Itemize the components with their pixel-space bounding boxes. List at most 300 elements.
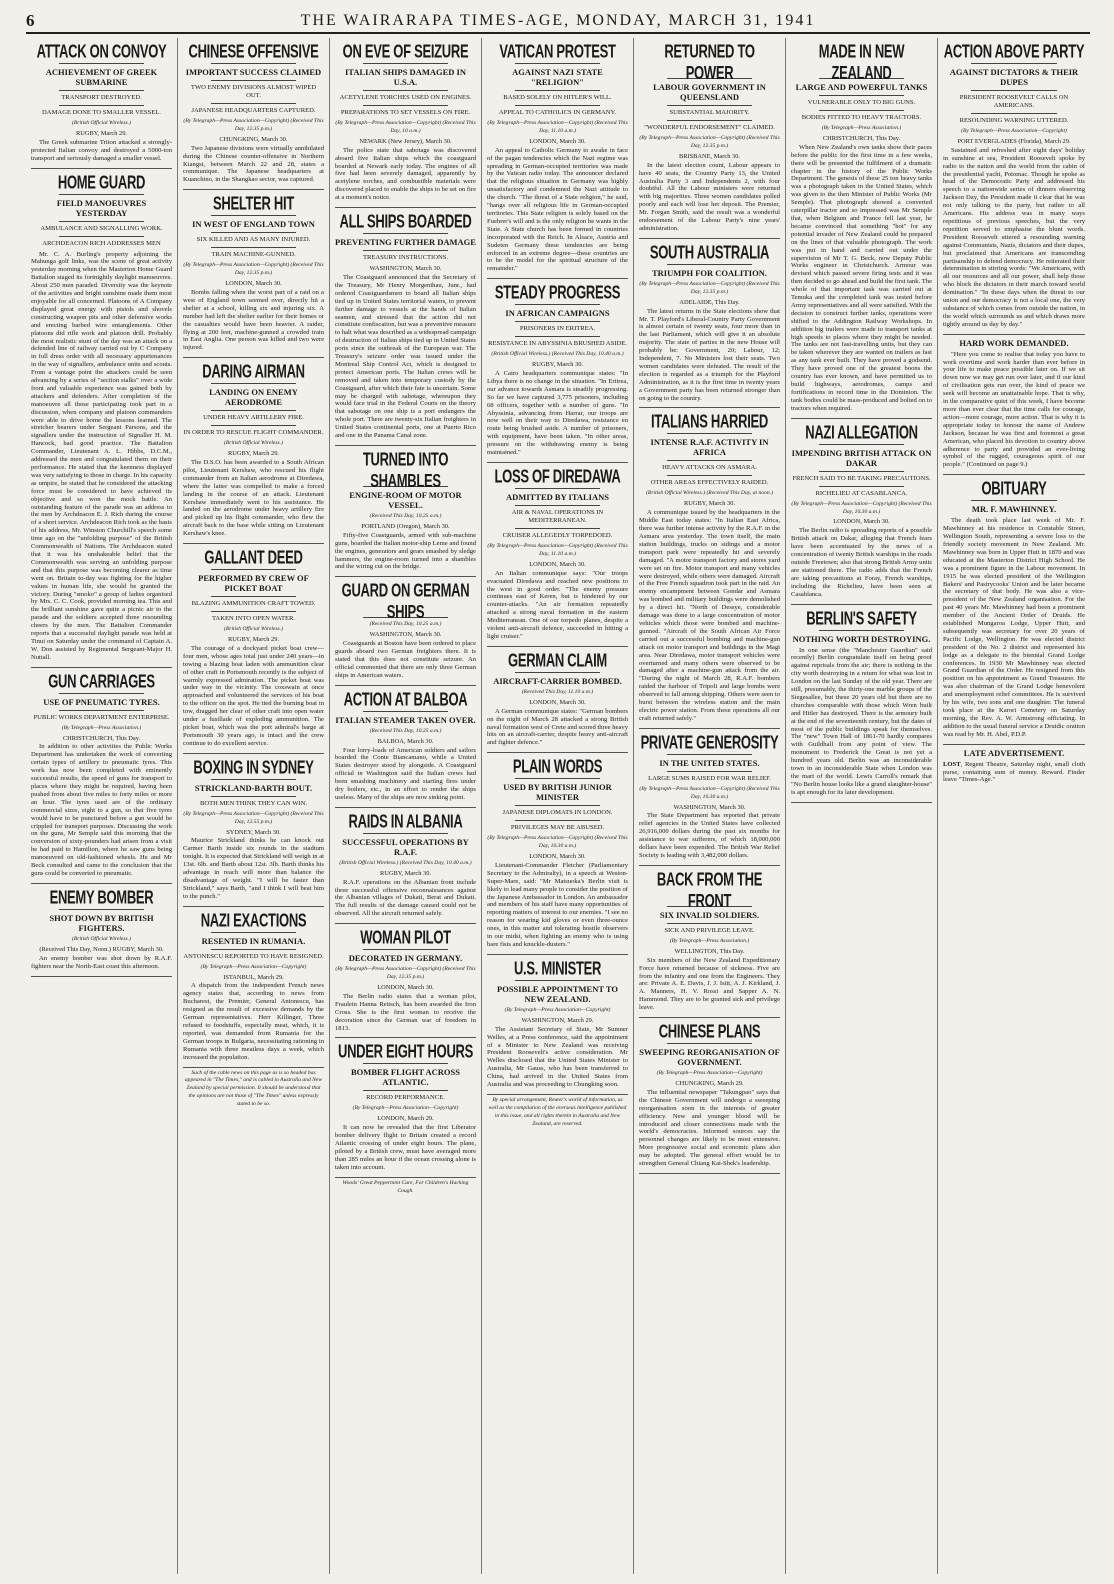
article-body: The Berlin radio is spreading reports of a possible British attack on Dakar, alleging that French fears have been accentuated by the news of a concentration of twenty British warships in the roads outside Freetown; also that strong British Army units are stationed there. The radio adds that the French are taking precautions at Foray, French warships, including the Richelieu, have been seen at Casablanca. [791, 527, 932, 598]
article-subhead: ENGINE-ROOM OF MOTOR VESSEL. [349, 490, 462, 510]
column-3 [330, 38, 482, 1574]
article-headline: ON EVE OF SEIZURE [342, 40, 469, 62]
article-subhead: PRISONERS IN ERITREA. [519, 325, 596, 333]
article-separator [487, 278, 628, 279]
article-subhead: PRESIDENT ROOSEVELT CALLS ON AMERICANS. [959, 94, 1069, 109]
article [335, 40, 476, 202]
article-subhead: NOTHING WORTH DESTROYING. [792, 633, 931, 644]
subhead-rule [515, 820, 600, 821]
article-subhead: TRAIN MACHINE-GUNNED. [211, 251, 296, 259]
article-dateline: ISTANBUL, March 29. [223, 973, 284, 981]
article [335, 1040, 476, 1171]
headline-rule [971, 500, 1056, 501]
article-subhead: FRENCH SAID TO BE TAKING PRECAUTIONS. [792, 474, 931, 482]
article-dateline: LONDON, March 30. [529, 560, 586, 568]
article-source: (By Telegraph—Press Association—Copyright) [200, 963, 307, 970]
article-dateline: BALBOA, March 30. [377, 737, 434, 745]
article-body: "Here you come to realise that today you have to work overtime and work harder than ever before in your life to make peace possible later on. If we sit down now we may get run over later, and if our kind of civilisation gets run over, the kind of peace we seek will become an unattainable hope. That is why, in the comparative quiet of this week, I have become more than ever clear that the time calls for courage, action—more courage, more action. That is why it is appropriate today to honour the name of Andrew Jackson, because he was first and foremost a great American, who placed his devotion to country above adherence to party and provided an ever-living symbol of the rugged, courageous spirit of our people." (Continued on page 9.) [943, 350, 1085, 469]
article-headline: UNDER EIGHT HOURS [337, 1040, 474, 1063]
article-separator [487, 954, 628, 955]
article-source: (By Telegraph—Press Association—Copyright) (Received This Day, 12.35 p.m.) [335, 966, 476, 981]
article-separator [487, 752, 628, 753]
article-subhead: AGAINST NAZI STATE "RELIGION" [512, 67, 603, 87]
article-headline: RETURNED TO POWER [664, 40, 755, 84]
article-subhead: BOTH MEN THINK THEY CAN WIN. [199, 799, 308, 807]
article-source: (By Telegraph—Press Association—Copyright) [961, 128, 1067, 134]
article-subhead: IMPORTANT SUCCESS CLAIMED [185, 67, 322, 77]
subhead-rule [363, 1090, 448, 1091]
article-headline: HOME GUARD [57, 170, 146, 193]
subhead-rule [211, 596, 296, 597]
article-body: Sustained and refreshed after eight days' holiday in sunshine at sea, President Roosevelt spoke by radio to the nation and the world from the cabin of the presidential yacht, Potomac. Though he spoke as head of the Democratic Party and addressed his speech to a nationwide series of dinners observing Jackson Day, the President made it clear that he was not only talking to the party, but rather to all Americans. His address was in many ways repetitious of previous speeches, but the very repetition served to emphasise the blunt words. President Roosevelt uttered a resounding warning against Communists, Nazis, dictators and their dupes, but proclaimed that Americans are transcending partisanship to defend democracy. He reiterated their determination in stirring words: "We Americans, with all our resources and all our power, shall help those who block the dictators in their march toward world domination." "In these days when the threat to our union and our democracy is not a local one, the very substance of which comes from outside the nation, in the world which surrounds us and which draws more tightly around us day by day." [943, 146, 1085, 328]
article-separator [639, 728, 780, 729]
article-dateline: PORTLAND (Oregon), March 30. [361, 522, 450, 530]
advertisement-text: , Regent Theatre, Saturday night, small cloth purse, containing sum of money. Reward. Finder leave "Times-Age." [943, 760, 1085, 784]
article-subhead: HARD WORK DEMANDED. [959, 337, 1069, 348]
article-separator [639, 865, 780, 866]
article-subhead: INTENSE R.A.F. ACTIVITY IN AFRICA [650, 437, 769, 458]
article-headline: ACTION ABOVE PARTY [943, 40, 1085, 62]
headline-rule [363, 63, 448, 64]
article-headline: CHINESE OFFENSIVE [188, 40, 319, 62]
article-subhead: ACHIEVEMENT OF GREEK SUBMARINE [45, 67, 158, 87]
article [183, 40, 324, 184]
article-dateline: RUGBY, March 30. [531, 361, 583, 369]
article [639, 731, 780, 860]
article-source: (By Telegraph—Press Association—Copyright) [656, 1070, 763, 1077]
article-subhead: SUCCESSFUL OPERATIONS BY R.A.F. [342, 836, 469, 857]
article-source: (Received This Day, 10.25 a.m.) [369, 621, 442, 628]
article-separator [487, 462, 628, 463]
article-subhead: BASED SOLELY ON HITLER'S WILL. [503, 94, 612, 101]
subhead-rule [515, 805, 600, 806]
article-body: Four lorry-loads of American soldiers and sailors boarded the Conte Biancamano, while a United States destroyer stood by alongside. A Coastguard official in Washington said the Italian crews had been smashing machinery and starting fires under dry boilers, etc., in an effort to render the ships useless. Many of the ships are now sinking point. [335, 746, 476, 801]
article-separator [639, 238, 780, 239]
article-body: It can now be revealed that the first Liberator bomber delivery flight to Britain created a record Atlantic crossing of under eight hours. The plane, piloted by a British crew, must have averaged more than 285 miles an hour if the ocean crossing alone is taken into account. [335, 1124, 476, 1171]
article [31, 670, 172, 878]
article-headline: NAZI EXACTIONS [200, 908, 307, 931]
subhead-rule [515, 105, 600, 106]
headline-rule [819, 444, 904, 445]
article-separator [183, 357, 324, 358]
article-subhead: SIX KILLED AND AS MANY INJURED. [196, 236, 311, 244]
article-source: (By Telegraph—Press Association—Copyright) (Received This Day, 10.30 a.m.) [639, 785, 780, 800]
article-subhead: ANTONESCU REPORTED TO HAVE RESIGNED. [183, 952, 324, 960]
article-subhead: AGAINST DICTATORS & THEIR DUPES [949, 67, 1079, 87]
article-body: Two Japanese divisions were virtually annihilated during the Chinese counter-offensive in Northern Kiangsi, between March 22 and 28, states a communique. The Japanese headquarters at Kuanchino, in the Shangkao sector, was captured. [183, 144, 324, 184]
article-dateline: CHUNGKING, March 30. [219, 135, 288, 143]
column-footer-note: By special arrangement, Reuter's world of information, as well as the compilation of the overseas intelligence published in this issue, and all rights therein in Australia and New Zealand, are reserved. [488, 1096, 627, 1127]
subhead-rule [515, 90, 600, 91]
subhead-rule [819, 95, 904, 96]
article-dateline: LONDON, March 30. [377, 984, 434, 991]
article-subhead: PRIVILEGES MAY BE ABUSED. [510, 824, 605, 832]
article-headline: SOUTH AUSTRALIA [649, 240, 770, 263]
article-subhead: TWO ENEMY DIVISIONS ALMOST WIPED OUT. [190, 84, 317, 99]
article-dateline: ADELAIDE, This Day. [679, 298, 740, 306]
article-source: (By Telegraph—Press Association—Copyright) (Received This Day, 10.30 a.m.) [791, 500, 932, 515]
article-dateline: CHRISTCHURCH, This Day. [822, 134, 901, 142]
article-dateline: RUGBY, March 29. [227, 450, 279, 458]
article-headline: GUN CARRIAGES [48, 669, 155, 692]
article-subhead: BODIES FITTED TO HEAVY TRACTORS. [801, 114, 922, 121]
article-subhead: IN THE UNITED STATES. [659, 757, 760, 768]
article-headline: ENEMY BOMBER [49, 885, 154, 908]
article-source: (British Official Wireless.) (Received This Day, 10.40 a.m.) [339, 859, 472, 866]
article-body: Bombs falling when the worst part of a raid on a west of England town seemed over, directly hit a shelter at a school, killing six and injuring six. A number had left the shelter earlier for their homes or the casualties would have been heavier. A raider, flying at 200 feet, machine-gunned a crowded train in East Anglia. One person was killed and two were injured. [183, 288, 324, 352]
article-source: (British Official Wireless.) [72, 935, 131, 942]
article-body: The latest returns in the State elections show that Mr. T. Playford's Liberal-Country Party Government is almost certain of twenty seats, four more than in the last Parliament, which will give it an absolute majority. The state of parties in the new House will probably be: Government, 20; Labour, 12; Independent, 7. No Ministers lost their seats. Two women candidates were defeated. The result of the election is regarded as a triumph for the Playford Administration, as it is the first time in twenty years a Government party has been returned stronger than on going to the country. [639, 307, 780, 402]
subhead-rule [211, 949, 296, 950]
article-subhead: POSSIBLE APPOINTMENT TO NEW ZEALAND. [497, 983, 618, 1004]
article-source: (By Telegraph—Press Association—Copyright) (Received This Day, 12.35 p.m.) [183, 118, 324, 132]
article-headline: LOSS OF DIREDAWA [494, 465, 621, 487]
subhead-rule [667, 923, 752, 924]
headline-rule [211, 383, 296, 384]
headline-rule [667, 264, 752, 265]
article-body: The influential newspaper "Takungpao" says that the Chinese Government will undergo a sweeping reorganisation soon in the interests of greater efficiency. New and younger blood will be introduced and closer connections made with the world's democracies. Informed sources say the personnel changes are likely to be most extensive. More progressive social and economic plans also may be adopted. The general effort would be to strengthen General Chiang Kai-Shek's leadership. [639, 1088, 780, 1168]
article [791, 607, 932, 797]
headline-rule [59, 194, 144, 195]
headline-rule [211, 215, 296, 216]
article-body: The Coastguard announced that the Secretary of the Treasury, Mr Henry Morgenthau, Junr., had ordered Coastguardsmen to board all Italian ships tied up in United States territorial waters, to prevent further damage to vessels at the hands of Italian seamen, and stressed that the action did not constitute confiscation, but was a preventive measure to halt what was described as a widespread campaign of destruction of Italian ships tied up in United States ports since the outbreak of the European war. The Treasury's seizure order was issued under the Montreal Ship Control Act, which is designed to protect American ports. The Italian crews will be removed and taken into temporary custody by the Coastguard, after which their fate is uncertain. Some may be charged with sabotage, whereupon they would face trial in the Federal Courts on the theory that sabotage on one ship is a port endangers the whole port. There are twenty-six Italian freighters in United States continental ports, one at Puerto Rico and one in the Panama Canal zone. [335, 273, 476, 440]
article-separator [335, 923, 476, 924]
article-subhead: RECORD PERFORMANCE. [366, 1094, 445, 1102]
article-subhead: IN WEST OF ENGLAND TOWN [192, 219, 315, 230]
article-subhead: TAKEN INTO OPEN WATER. [211, 615, 296, 623]
article-headline: GALLANT DEED [204, 546, 303, 568]
headline-rule [59, 909, 144, 910]
article-body: The death took place last week of Mr. F. Mawhinney at his residence in Constable Street, Wellington South, representing a severe loss to the friendly society movement in New Zealand. Mr. Mawhinney was born in Upper Hutt in 1870 and was educated at the Masterton District High School. He was a prominent figure in the Labour movement. In 1915 he was elected president of the Wellington Bakers' and Pastrycooks' Union and he later became the secretary of that body. He was also a vice-president of the New Zealand organisation. For the past 40 years Mr. Mawhinney had been a prominent member of the Ancient Order of Druids. He established Mungaroa Lodge, Upper Hutt, and subsequently was secretary for over 20 years of Pacific Lodge, Wellington. He was elected district president of the No. 2 district and represented his lodge as a delegate to the biennial Grand Lodge conferences. In 1930 Mr Mawhinney was elected Grand Guardian of the Order. He resigned from this position on his appointment as Grand Treasurer. He was also chairman of the Grand Lodge benevolent and unemployment relief committees. He is survived by his wife, two sons and one daughter. The funeral took place at the Karori Cemetery on Saturday morning, the Rev. A. W. Armstrong officiating. In addition to the usual funeral service a Druidic oration was read by Mr. H. Abel, P.D.P. [943, 517, 1085, 738]
article-body: The State Department has reported that private relief agencies in the United States have collected 26,916,000 dollars during the past six months for assistance to war sufferers, of which 18,000,000 dollars have been expended. The British War Relief Society is leading with 3,482,000 dollars. [639, 812, 780, 859]
article-subhead: "WONDERFUL ENDORSEMENT" CLAIMED. [644, 124, 775, 131]
article [639, 1020, 780, 1168]
subhead-rule [667, 771, 752, 772]
subhead-rule [211, 80, 296, 81]
article [639, 410, 780, 722]
article-subhead: ITALIAN SHIPS DAMAGED IN U.S.A. [345, 67, 466, 87]
article-body: In the latest election count, Labour appears to have 40 seats, the Country Party 13, the United Australia Party 3 and Independents 2, with four doubtful. All the Labour ministers were returned with big majorities. Three women candidates polled poorly and each will lose her deposit. The Premier, Mr. Forgan Smith, said the result was a wonderful endorsement of the Labour Party's nine years' administration. [639, 161, 780, 232]
article-separator [183, 753, 324, 754]
article-separator [31, 168, 172, 169]
article [639, 40, 780, 233]
article [183, 909, 324, 1062]
column-5 [634, 38, 786, 1574]
article-dateline: LONDON, March 30. [529, 137, 586, 145]
article-separator [183, 543, 324, 544]
article-source: (By Telegraph—Press Association—Copyright) (Received This Day, 12.35 p.m.) [639, 280, 780, 295]
article-separator [791, 418, 932, 419]
article-separator [487, 646, 628, 647]
article-subhead: PREVENTING FURTHER DAMAGE [335, 237, 476, 248]
article-subhead: VULNERABLE ONLY TO BIG GUNS. [807, 99, 916, 106]
column-4 [482, 38, 634, 1574]
headline-rule [211, 569, 296, 570]
article [487, 281, 628, 457]
headline-rule [515, 778, 600, 779]
headline-rule [515, 488, 600, 489]
headline-rule [363, 833, 448, 834]
article-headline: DARING AIRMAN [202, 360, 305, 382]
article-subhead: USE OF PNEUMATIC TYRES. [43, 696, 160, 707]
article [487, 649, 628, 747]
article-subhead: RESENTED IN RUMANIA. [201, 935, 306, 946]
subhead-rule [59, 710, 144, 711]
article-body: Six members of the New Zealand Expeditionary Force have returned because of sickness. Five are from the infantry and one from the Engineers. They are: Private A. E. Davis, J. J. Isitt, A. J. Kirkland, J. A. Manners, H. V. Rossi and Sapper A. N. Hammond. They are to be granted sick and privilege leave. [639, 956, 780, 1012]
article-separator [335, 445, 476, 446]
article-headline: ALL SHIPS BOARDED [339, 210, 472, 232]
subhead-rule [667, 475, 752, 476]
headline-rule [819, 630, 904, 631]
column-2 [178, 38, 330, 1574]
article-dateline: WASHINGTON, March 30. [369, 265, 442, 273]
newspaper-columns [26, 38, 1090, 1574]
headline-rule [515, 63, 600, 64]
article-subhead: USED BY BRITISH JUNIOR MINISTER [503, 782, 612, 803]
article-subhead: JAPANESE HEADQUARTERS CAPTURED. [191, 107, 316, 114]
article-subhead: BLAZING AMMUNITION CRAFT TOWED. [191, 600, 316, 608]
article [487, 755, 628, 949]
article-source: (By Telegraph—Press Association.) [61, 724, 142, 731]
article-headline: VATICAN PROTEST [499, 40, 616, 62]
headline-rule [211, 63, 296, 64]
article-dateline: LONDON, March 30. [529, 698, 586, 706]
article-headline: PRIVATE GENEROSITY [640, 730, 779, 753]
article-separator [183, 189, 324, 190]
article-headline: CHINESE PLANS [658, 1020, 761, 1042]
article-subhead: PREPARATIONS TO SET VESSELS ON FIRE. [340, 109, 471, 116]
article [31, 886, 172, 971]
article-dateline: RUGBY, March 30. [683, 500, 735, 508]
headline-rule [363, 949, 448, 950]
article-body: An appeal to Catholic Germany to awake in face of the pagan tendencies which the Nazi regime was spreading in German-occupied territories was made by the Vatican radio today. The announcer declared that the religious situation in Germany was highly unsatisfactory and condemned the Nazi attitude to the church. "The threat of a State religion," he said, "hangs over all religious life in German-occupied territories. This State religion is solely based on the Fuehrer's will and is the only religion he wants in the State. A State church has been formed in countries incorporated with the Reich. In Alsace, Austria and Sudeten Germany these tendencies are being enforced in an extreme degree—these countries are to be the model for the spiritual structure of the remainder." [487, 146, 628, 273]
article-headline: STEADY PROGRESS [494, 281, 621, 303]
article-headline: BACK FROM THE FRONT [656, 867, 763, 912]
headline-rule [971, 63, 1056, 64]
article-subhead: DAMAGE DONE TO SMALLER VESSEL. [42, 109, 161, 116]
article-separator [791, 802, 932, 803]
article [335, 210, 476, 440]
article-subhead: APPEAL TO CATHOLICS IN GERMANY. [498, 109, 617, 116]
article [943, 338, 1085, 470]
article-subhead: LANDING ON ENEMY AERODROME [209, 387, 298, 408]
article-separator [31, 667, 172, 668]
article-subhead: OTHER AREAS EFFECTIVELY RAIDED. [650, 479, 769, 487]
article-separator [335, 1037, 476, 1038]
article-subhead: RESISTANCE IN ABYSSINIA BRUSHED ASIDE. [488, 340, 627, 348]
article-separator [943, 744, 1085, 745]
article-subhead: SIX INVALID SOLDIERS. [659, 909, 760, 920]
article [183, 360, 324, 538]
article-subhead: LABOUR GOVERNMENT IN QUEENSLAND [653, 82, 766, 102]
headline-rule [211, 932, 296, 933]
article-subhead: DECORATED IN GERMANY. [348, 953, 463, 964]
article-body: A communique issued by the headquarters in the Middle East today states: "In Italian East Africa, there was further intense activity by the R.A.F. in the Asmara area yesterday. The town itself, the main station buildings, trucks on sidings and a motor transport park were repeatedly hit and severely damaged. "A motor transport factory and stores yard were set on fire. Motor transport and many vehicles were destroyed, while others were damaged. Aircraft of the Free French squadron took part in the raid. An enemy encampment between Gondar and Asmara was bombed and military buildings were demolished by a direct hit. "North of Dessye, considerable damage was done to a large concentration of motor vehicles which those were bombed and machine-gunned. "Aircraft of the South African Air Force carried out a successful bombing and machine-gun attack on motor transport and buildings in the Magi area. Near Diredawa, motor transport vehicles were overturned and many others were observed to be damaged after a machine-gun attack from the air. "During the night of March 28, R.A.F. bombers raided the harbour of Tripoli and large bombs were observed to fall among shipping. Others were seen to burst between the wireless station and the main electric power station. From these operations all our craft returned safely." [639, 509, 780, 722]
article-source: (By Telegraph—Press Association—Copyright) [504, 1006, 611, 1013]
article-subhead: AIR & NAVAL OPERATIONS IN MEDITERRANEAN. [511, 509, 604, 524]
article-subhead: JAPANESE DIPLOMATS IN LONDON. [502, 809, 613, 817]
article-body: Coastguards at Boston have been ordered to place guards aboard two German freighters there. It is stated that this does not constitute seizure. An official commented that there are only three German ships in American waters. [335, 640, 476, 679]
article-body: The courage of a dockyard picket boat crew—four men, whose ages total just under 240 years—in towing a blazing boat laden with ammunition clear of other craft in Portsmouth recently is the subject of warmly expressed admiration. The picket boat was under way in the vicinity. The coxswain at once approached and volunteered the services of his boat to the officer on the spot. He tied the burning boat in tow, dragged her clear of other craft into open water under a fusillade of exploding ammunition. The picket boat, which was the port admiral's barge at Portsmouth 30 years ago, is intact and the crew continue to do excellent service. [183, 644, 324, 747]
article-source: (Received This Day, 10.25 a.m.) [369, 727, 442, 734]
article-dateline: BRISBANE, March 30. [678, 152, 741, 160]
subhead-rule [819, 486, 904, 487]
subhead-rule [819, 471, 904, 472]
article-headline: PLAIN WORDS [512, 755, 603, 777]
article-separator [183, 1067, 324, 1068]
headline-rule [59, 693, 144, 694]
article-separator [335, 685, 476, 686]
article-headline: NAZI ALLEGATION [805, 420, 918, 443]
article-source: (By Telegraph—Press Association—Copyright) [352, 1105, 459, 1112]
article-source: (By Telegraph—Press Association—Copyright) (Received This Day, 11.10 a.m.) [487, 543, 628, 557]
article-headline: ITALIANS HARRIED [650, 410, 768, 433]
article-dateline: RUGBY, March 29. [227, 636, 279, 643]
headline-rule [667, 754, 752, 755]
article-separator [943, 474, 1085, 475]
masthead [26, 10, 1090, 34]
article-body: Mr. C. A. Burling's property adjoining the Mahunga golf links, was the scene of great activity yesterday morning when the Masterton Home Guard Battalion staged its fortnightly daylight manoeuvres. About 250 men paraded. Diversity was the keynote of the activities and bright sunshine made them most enjoyable for all concerned. Platoons of A Company displayed great energy with pistols and shovels constructing weapon pits and other defensive works and erecting barbed wire entanglements. Other platoons did rifle work and platoon drill. Probably the most realistic stunt of the day was an attack on a defended line of railway carried out by C Company in full dress order with all necessary appurtenances in the way of signallers, ambulance units and scouts. From a vantage point the attackers could be seen advancing by a series of "section stalks" over a wide front and valuable experience was gained both by attackers and defenders. After completion of the manoeuvre all those participating took part in a discussion, when company and platoon commanders were able to drive home the lessons learned. The stretcher bearers under Sergeant Parsons, and the signallers under the instruction of Signaller H. M. Hancock, had good practice. The Battalion Commander, Lieutenant A. L. Hibbs, D.C.M., addressed the men and congratulated them on their performance. He stated that the keenness displayed was very satisfying to those in charge. In his capacity as umpire, he stated that he considered the attacking force must be considered to have achieved its objective and so won the mock battle. An outstanding feature of the parade was an address to the men by Archdeacon E. J. Rich during the course of a short service. Archdeacon Rich took as the basis of his address, Mr. Winston Churchill's speech some time ago on the "unfolding purpose" of the British Commonwealth of Nations. The Archdeacon stated that it was his unshakeable belief that the Commonwealth was serving an unfolding purpose and that this purpose was becoming clearer as time went on. Britain to-day was fighting for the higher values in human life, she would be granted the victory. During "smoko" a group of ladies organised by Mrs. C. C. Cook, provided morning tea. This and the brilliant sunshine gave quite a picnic air to the parade and the soldiers accepted three resounding cheers by the men. The Battalion Commander reports that a successful daylight parade was held at Tinui on Saturday under the command of Captain A. W. Don assisted by Regimental Sergeant-Major H. Nuttall. [31, 250, 172, 661]
subhead-rule [819, 110, 904, 111]
article-subhead: TREASURY INSTRUCTIONS. [362, 254, 449, 262]
article-source: (British Official Wireless.) (Received This Day, at noon.) [646, 490, 773, 497]
article-subhead: RESOUNDING WARNING UTTERED. [959, 117, 1069, 124]
article-separator [335, 207, 476, 208]
article-dateline: WELLINGTON, This Day. [674, 947, 745, 955]
article-separator [335, 1177, 476, 1178]
subhead-rule [59, 90, 144, 91]
article-separator [487, 1094, 628, 1095]
article [183, 192, 324, 352]
article-subhead: LARGE AND POWERFUL TANKS [795, 82, 928, 92]
subhead-rule [59, 105, 144, 106]
article-subhead: ARCHDEACON RICH ADDRESSES MEN [42, 239, 161, 247]
article-body: Lieutenant-Commander Fletcher (Parliamentary Secretary to the Admiralty), in a speech at Weston-Super-Mare, said: "Mr Matsuoka's Berlin visit is likely to lead many people to consider the position of the Japanese Ambassador in London. An ambassador and members of his staff have many opportunities of reporting matters of interest to our enemies. "I see no reason for wearing kid gloves or even three-ounce ones, in this matter and tolerating hostile observers in our midst, when fighting an enemy who is using bare fists and knuckle-dusters." [487, 861, 628, 948]
column-6 [786, 38, 938, 1574]
article [183, 546, 324, 748]
article-body: The police state that sabotage was discovered aboard five Italian ships which the coastguard boarded at Newark early today. The engines of all five had been severely damaged, apparently by acetylene torches, and combustible materials were discovered placed to enable the ships to be set on fire at a moment's notice. [335, 146, 476, 202]
article-dateline: NEWARK (New Jersey), March 30. [359, 137, 452, 145]
late-advertisement [943, 748, 1085, 785]
article-headline: ACTION AT BALBOA [343, 687, 468, 710]
article-body: In addition to other activities the Public Works Department has undertaken the work of converting certain types of artillery to pneumatic tyres. This work has now been completed with eminently successful results, the speed of guns for transport to places where they might be required, having been pushed from about five miles to forty miles or more an hour. The tyres used are of the ordinary commercial sizes, eight to a gun, so that five tyres would have to be punctured before a gun would be crippled for transport purposes. Discussing the work on the guns, Mr Semple said this morning that the conversion of sixty-pounders had arisen from a visit he had paid to Hamilton, where he saw guns being manoeuvred on old-fashioned wheels. He and Mr Beck consulted and came to the conclusion that the guns could be converted to pneumatic. [31, 743, 172, 877]
article [791, 40, 932, 413]
article-body: When New Zealand's own tanks show their paces before the public for the first time in a few weeks, there will be presented the fulfilment of a dramatic chapter in the history of the Public Works Department. The genesis of these 25 ton heavy tanks was a photograph taken in the United States, which was given to the then Minister of Public Works (Mr Semple). That photograph showed a converted caterpillar tractor and so impressed was Mr Semple that, when Belgium and France fell last year, he became convinced that something "hot" for any potential invader of New Zealand could be prepared on the lines of that valuable photograph. The work was put in hand and carried out under the supervision of Mr T. G. Beck, now Deputy Public Works engineer in Christchurch. Armour was devised which passed severe firing tests and it was then decided to go ahead and build the first tank. The whole of that important task was carried out at Temuka and the completed tank was tested before Army representatives and all were satisfied. With the decision to construct further tanks, operations were shifted to the Addington Railway Workshops. In addition big trailers were made to transport tanks at high speeds to places where they might be needed. The tanks are not fast-travelling units, but they can be taken wherever they are wanted on trailers as fast as any tank ever built. They have proved a godsend. They have proved one of the greatest boons the country has ever known, and have permitted us to build highways, aerodromes, camps and fortifications in record time in the Dominion. The tank bodies could be mass-produced and bolted on to tractors when required. [791, 143, 932, 412]
article-body: Maurice Strickland thinks he can knock out Carmer Barth inside six rounds in the stadium tonight. It is expected that Strickland will weigh in at 13st. 6lb. and Barth about 12st. 3lb. Barth thinks his advantage in reach will more than balance the disadvantage of weight. "I will be faster than Strickland," says Barth, "and I think I will beat him to the punch." [183, 837, 324, 900]
article-body: Fifty-five Coastguards, armed with sub-machine guns, boarded the Italian motor-ship Leme and found the engines, generators and gears smashed by sledge hammers, the engine-room turned into a shambles and the wiring cut on the bridge. [335, 531, 476, 571]
subhead-rule [59, 221, 144, 222]
article-source: (British Official Wireless.) [224, 626, 283, 633]
article-dateline: (Received This Day, Noon.) RUGBY, March 30. [39, 945, 164, 953]
article-subhead: CRUISER ALLEGEDLY TORPEDOED. [502, 532, 613, 539]
article-body: The Berlin radio states that a woman pilot, Fraulein Hanna Reitsch, has been awarded the Iron Cross. She is the first woman to receive the decoration since the German war of freedom in 1813. [335, 992, 476, 1032]
article-subhead: IN AFRICAN CAMPAIGNS [505, 308, 610, 319]
article [487, 465, 628, 641]
article-headline: BOXING IN SYDNEY [193, 755, 314, 778]
headline-rule [515, 980, 600, 981]
article-subhead: TRANSPORT DESTROYED. [61, 94, 142, 101]
column-1 [26, 38, 178, 1574]
article-dateline: RUGBY, March 29. [75, 129, 127, 137]
advertisement-body [943, 761, 1085, 785]
article-body: The D.S.O. has been awarded to a South African pilot, Lieutenant Kershaw, who rescued his flight commander from an Italian aerodrome at Diredawa, where the latter was compelled to make a forced landing in the course of an attack. Lieutenant Kershaw immediately went to his assistance. He landed on the aerodrome under heavy artillery fire and picked up his flight commander, who flew the aircraft back to the base while sitting on Lieutenant Kershaw's knee. [183, 459, 324, 538]
subhead-rule [667, 120, 752, 121]
article-dateline: LONDON, March 29. [377, 1115, 434, 1123]
article-body: A Cairo headquarters communique states: "In Libya there is no change in the situation. "In Eritrea, our advance towards Asmara is steadily progressing. So far we have captured 3,775 prisoners, including 68 officers, together with a number of guns. "In Abyssinia, advancing from Harrar, our troops are now well on their way to Diredawa, resistance en route being brushed aside. A number of prisoners, with equipment, have been taken. "In other areas, pressure on the withdrawing enemy is being maintained." [487, 370, 628, 457]
subhead-rule [211, 796, 296, 797]
subhead-rule [667, 460, 752, 461]
article-separator [791, 604, 932, 605]
subhead-rule [211, 410, 296, 411]
article-headline: GERMAN CLAIM [508, 648, 607, 671]
article-dateline: CHUNGKING, March 29. [675, 1079, 744, 1087]
headline-rule [515, 672, 600, 673]
article-subhead: HEAVY ATTACKS ON ASMARA. [662, 464, 757, 472]
article-separator [639, 1017, 780, 1018]
article-subhead: SUBSTANTIAL MAJORITY. [669, 109, 750, 116]
article [335, 448, 476, 571]
subhead-rule [363, 90, 448, 91]
article-dateline: LONDON, March 30. [833, 518, 890, 526]
article-source: (By Telegraph—Press Association—Copyright) (Received This Day, 10.30 a.m.) [487, 835, 628, 850]
column-7 [938, 38, 1090, 1574]
article-subhead: SHOT DOWN BY BRITISH FIGHTERS. [49, 912, 154, 933]
subhead-rule [667, 105, 752, 106]
article [639, 241, 780, 403]
article-subhead: RICHELIEU AT CASABLANCA. [815, 489, 908, 497]
article-headline: OBITUARY [981, 477, 1047, 499]
subhead-rule [515, 321, 600, 322]
subhead-rule [515, 528, 600, 529]
article-separator [639, 1173, 780, 1174]
article-dateline: WASHINGTON, March 29. [521, 1016, 594, 1024]
headline-rule [667, 1043, 752, 1044]
article-separator [943, 334, 1085, 335]
article-dateline: RUGBY, March 30. [379, 869, 431, 877]
article-dateline: WASHINGTON, March 30. [369, 631, 442, 639]
subhead-rule [363, 105, 448, 106]
article-body: An enemy bomber was shot down by R.A.F. fighters near the North-East coast this afternoon. [31, 954, 172, 970]
article-subhead: LARGE SUMS RAISED FOR WAR RELIEF. [648, 774, 771, 782]
article-dateline: SYDNEY, March 30. [226, 828, 281, 836]
headline-rule [211, 779, 296, 780]
article-source: (Received This Day, 11.10 a.m.) [521, 688, 594, 695]
article-body: The Greek submarine Triton attacked a strongly-protected Italian convoy and destroyed a 5000-ton transport and seriously damaged a smaller vessel. [31, 138, 172, 162]
article-dateline: WASHINGTON, March 30. [673, 803, 746, 811]
article-headline: BERLIN'S SAFETY [806, 606, 917, 629]
article-body: A German communique states: "German bombers on the night of March 28 attacked a strong British naval formation west of Crete and scored three heavy hits on an aircraft-carrier, despite heavy anti-aircraft and fighter defence." [487, 707, 628, 747]
subhead-rule [363, 250, 448, 251]
article-separator [183, 906, 324, 907]
article-body: In one sense (the "Manchester Guardian" said recently) Berlin congratulate itself on being proof against reprisals from the air; there is nothing in the city worth destroying in a return for what was lost in London on the last Sunday of the old year. There are still, presumably, the thirty-one marble groups of the Siegesallee, but these 20 years old but there are no churches comparable with those which Wren built and Hitler has destroyed. There is the armoury built at the end of the seventeenth century, but the dates of most of the public buildings speak for themselves. The "new" Town Hall of 1861-70 hardly compares with Guildhall from any point of view. The monument to Frederick the Great is not yet a hundred years old. Berlin was an inconsiderable town in an inconsiderable State when London was the mart of the world. Lewis Carroll's remark that "No Berlin house looks like a grand slaughter-house" is apt enough for its later development. [791, 646, 932, 796]
headline-rule [667, 433, 752, 434]
subhead-rule [971, 113, 1056, 114]
advertisement-lost-word: LOST [943, 760, 961, 768]
article-subhead: FIELD MANOEUVRES YESTERDAY [56, 197, 147, 218]
subhead-rule [211, 247, 296, 248]
article-headline: GUARD ON GERMAN SHIPS [341, 579, 470, 623]
article-subhead: AIRCRAFT-CARRIER BOMBED. [493, 675, 622, 686]
column-footer-note: Woods' Great Peppermint Cure, For Children's Hacking Cough. [342, 1179, 469, 1194]
article-subhead: MR. F. MAWHINNEY. [971, 504, 1057, 515]
article-dateline: PORT EVERGLADES (Florida), March 29. [957, 137, 1071, 145]
article-source: (By Telegraph—Press Association—Copyright) (Received This Day, 11.10 a.m.) [487, 120, 628, 134]
headline-rule [59, 63, 144, 64]
article [943, 40, 1085, 329]
article-subhead: IMPENDING BRITISH ATTACK ON DAKAR [791, 447, 932, 468]
article-source: (By Telegraph—Press Association.) [669, 937, 750, 944]
article-source: (British Official Wireless.) [224, 440, 283, 447]
